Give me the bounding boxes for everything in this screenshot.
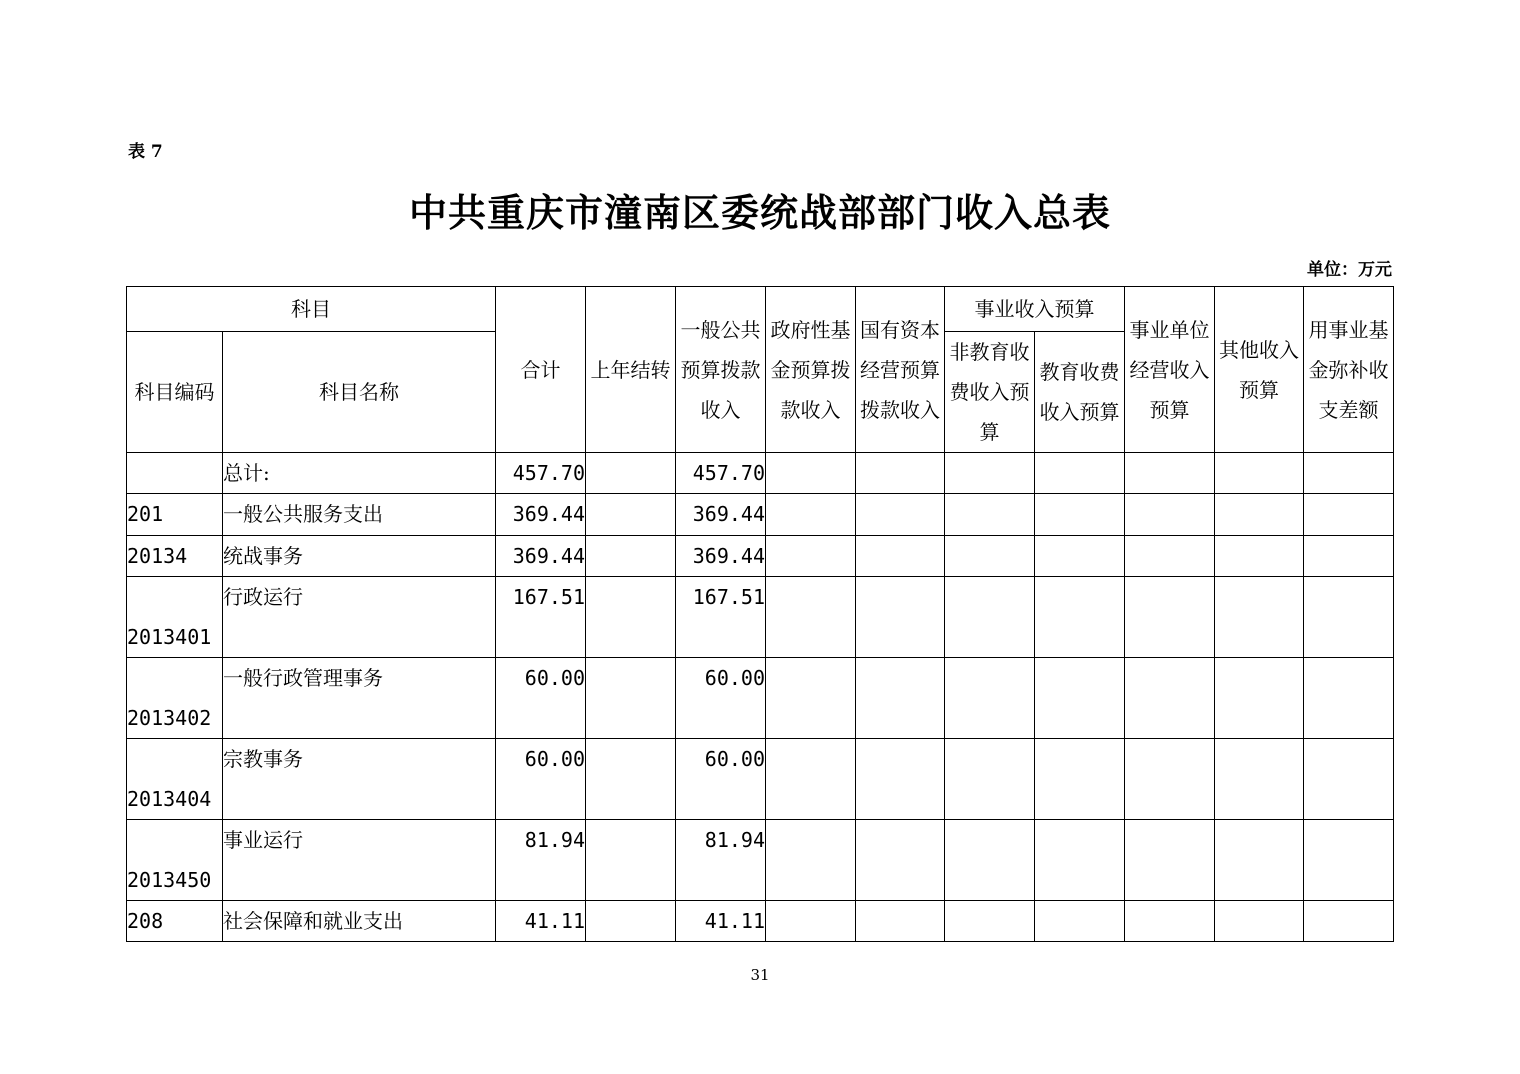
row-name: 社会保障和就业支出 (223, 901, 496, 942)
header-general-public: 一般公共预算拨款收入 (676, 287, 766, 453)
unit-label: 单位：万元 (1307, 260, 1392, 280)
row-general: 167.51 (676, 577, 766, 658)
row-name: 总计: (223, 453, 496, 494)
header-subject: 科目 (127, 287, 496, 332)
page-title: 中共重庆市潼南区委统战部部门收入总表 (408, 190, 1111, 235)
table-row (127, 739, 1394, 820)
row-code: 208 (127, 901, 223, 942)
header-carryover: 上年结转 (586, 287, 676, 453)
row-name: 统战事务 (223, 536, 496, 577)
row-general: 60.00 (676, 739, 766, 820)
row-code: 2013450 (127, 868, 212, 892)
row-name: 一般行政管理事务 (223, 658, 496, 739)
row-general: 369.44 (676, 494, 766, 536)
row-general: 457.70 (676, 453, 766, 494)
row-general: 41.11 (676, 901, 766, 942)
table-row (127, 577, 1394, 658)
row-general: 81.94 (676, 820, 766, 901)
row-name: 一般公共服务支出 (223, 494, 496, 536)
row-total: 81.94 (496, 820, 586, 901)
row-general: 60.00 (676, 658, 766, 739)
row-code (127, 453, 223, 494)
table-row (127, 453, 1394, 494)
table-row (127, 820, 1394, 901)
row-total: 369.44 (496, 494, 586, 536)
row-total: 167.51 (496, 577, 586, 658)
header-other: 其他收入预算 (1215, 287, 1304, 453)
table-row (127, 536, 1394, 577)
row-general: 369.44 (676, 536, 766, 577)
row-code: 201 (127, 494, 223, 536)
header-career-unit: 事业单位经营收入预算 (1125, 287, 1215, 453)
table-row (127, 901, 1394, 942)
row-total: 369.44 (496, 536, 586, 577)
income-table (126, 286, 1394, 942)
header-total: 合计 (496, 287, 586, 453)
row-code: 20134 (127, 536, 223, 577)
header-fund-offset: 用事业基金弥补收支差额 (1304, 287, 1394, 453)
row-name: 宗教事务 (223, 739, 496, 820)
table-row (127, 494, 1394, 536)
header-subject-code: 科目编码 (127, 332, 223, 453)
header-career-income: 事业收入预算 (945, 287, 1125, 332)
row-name: 行政运行 (223, 577, 496, 658)
header-edu: 教育收费收入预算 (1035, 332, 1125, 453)
table-label: 表 7 (128, 142, 163, 162)
row-code: 2013404 (127, 787, 212, 811)
header-non-edu: 非教育收费收入预算 (945, 332, 1035, 453)
row-total: 41.11 (496, 901, 586, 942)
header-state-capital: 国有资本经营预算拨款收入 (856, 287, 945, 453)
table-row (127, 658, 1394, 739)
page-number: 31 (750, 966, 770, 984)
row-total: 457.70 (496, 453, 586, 494)
row-code: 2013402 (127, 706, 212, 730)
row-code: 2013401 (127, 625, 212, 649)
header-gov-fund: 政府性基金预算拨款收入 (766, 287, 856, 453)
row-total: 60.00 (496, 739, 586, 820)
header-subject-name: 科目名称 (223, 332, 496, 453)
row-name: 事业运行 (223, 820, 496, 901)
row-total: 60.00 (496, 658, 586, 739)
